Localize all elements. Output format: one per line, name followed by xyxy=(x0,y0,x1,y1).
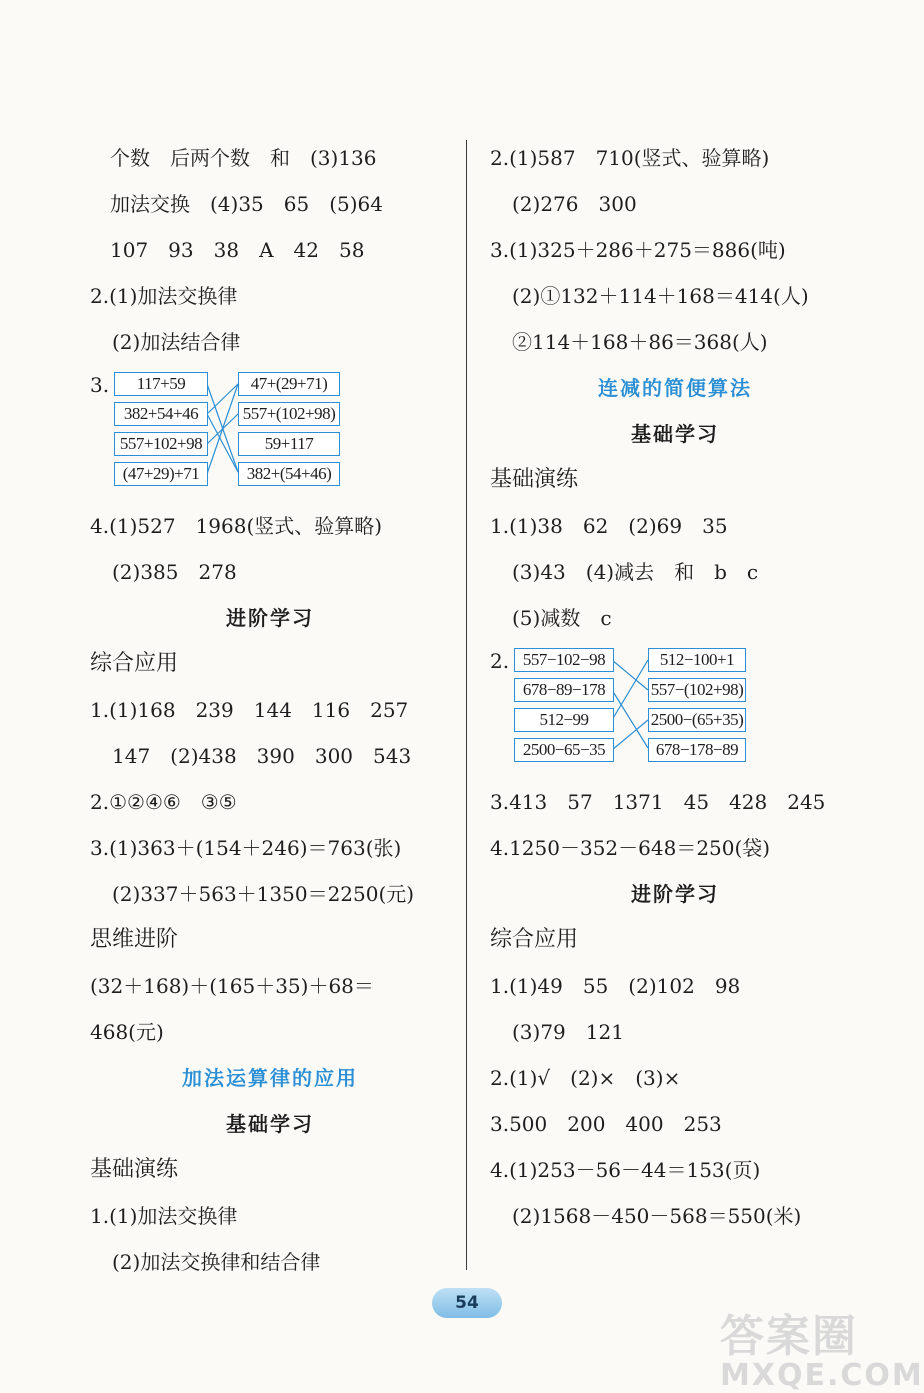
expression-box: 678−89−178 xyxy=(514,678,614,702)
section-heading: 进阶学习 xyxy=(226,606,314,630)
question-number: 2. xyxy=(490,649,510,673)
expression-box: 382+54+46 xyxy=(114,402,208,426)
watermark-url: MXQE.COM xyxy=(720,1358,924,1393)
matching-exercise-3 xyxy=(90,372,450,496)
answer-line: (2)①132＋114＋168＝414(人) xyxy=(512,284,809,308)
answer-line: (2)1568－450－568＝550(米) xyxy=(512,1204,802,1228)
answer-line: 个数 后两个数 和 (3)136 xyxy=(110,146,377,170)
answer-line: (2)加法交换律和结合律 xyxy=(112,1250,321,1274)
expression-box: 2500−65−35 xyxy=(514,738,614,762)
expression-box: 557−102−98 xyxy=(514,648,614,672)
answer-line: 2.①②④⑥ ③⑤ xyxy=(90,790,237,814)
section-heading: 基础学习 xyxy=(226,1112,314,1136)
answer-line: 1.(1)49 55 (2)102 98 xyxy=(490,974,741,998)
topic-title: 连减的简便算法 xyxy=(598,376,752,400)
section-heading: 进阶学习 xyxy=(631,882,719,906)
connector-line xyxy=(612,660,648,720)
subsection-heading: 思维进阶 xyxy=(90,927,179,952)
question-number: 3. xyxy=(90,373,110,397)
answer-line: ②114＋168＋86＝368(人) xyxy=(512,330,768,354)
answer-line: 2.(1)√ (2)× (3)× xyxy=(490,1066,681,1090)
answer-line: 147 (2)438 390 300 543 xyxy=(112,744,412,768)
answer-line: 2.(1)加法交换律 xyxy=(90,284,238,308)
expression-box: (47+29)+71 xyxy=(114,462,208,486)
left-column xyxy=(90,138,450,1288)
answer-line: (3)43 (4)减去 和 b c xyxy=(512,560,759,584)
answer-line: (32＋168)＋(165＋35)＋68＝ xyxy=(90,974,374,998)
expression-box: 382+(54+46) xyxy=(238,462,340,486)
answer-line: 4.(1)253－56－44＝153(页) xyxy=(490,1158,761,1182)
answer-line: 4.1250－352－648＝250(袋) xyxy=(490,836,771,860)
answer-line: 3.413 57 1371 45 428 245 xyxy=(490,790,826,814)
connector-line xyxy=(612,660,648,690)
connector-line xyxy=(612,690,648,748)
answer-line: (3)79 121 xyxy=(512,1020,624,1044)
answer-line: 4.(1)527 1968(竖式、验算略) xyxy=(90,514,383,538)
answer-line: 3.500 200 400 253 xyxy=(490,1112,722,1136)
answer-line: (5)减数 c xyxy=(512,606,612,630)
topic-title: 加法运算律的应用 xyxy=(182,1066,358,1090)
answer-line: (2)337＋563＋1350＝2250(元) xyxy=(112,882,415,906)
watermark-logo xyxy=(720,1300,924,1393)
expression-box: 59+117 xyxy=(238,432,340,456)
expression-box: 512−100+1 xyxy=(648,648,746,672)
connector-line xyxy=(207,414,238,472)
answer-line: 1.(1)38 62 (2)69 35 xyxy=(490,514,728,538)
answer-line: (2)加法结合律 xyxy=(112,330,241,354)
answer-line: 1.(1)加法交换律 xyxy=(90,1204,238,1228)
connector-line xyxy=(612,720,648,750)
expression-box: 557−(102+98) xyxy=(648,678,746,702)
expression-box: 47+(29+71) xyxy=(238,372,340,396)
matching-exercise-2 xyxy=(490,648,860,772)
expression-box: 512−99 xyxy=(514,708,614,732)
right-column xyxy=(490,138,860,1242)
column-divider xyxy=(466,140,467,1270)
answer-line: 加法交换 (4)35 65 (5)64 xyxy=(110,192,384,216)
expression-box: 557+102+98 xyxy=(114,432,208,456)
subsection-heading: 综合应用 xyxy=(90,651,179,676)
answer-line: 1.(1)168 239 144 116 257 xyxy=(90,698,409,722)
answer-line: (2)385 278 xyxy=(112,560,237,584)
answer-line: 2.(1)587 710(竖式、验算略) xyxy=(490,146,770,170)
subsection-heading: 基础演练 xyxy=(90,1157,179,1182)
answer-line: 107 93 38 A 42 58 xyxy=(110,238,365,262)
answer-line: 3.(1)363＋(154＋246)＝763(张) xyxy=(90,836,402,860)
expression-box: 678−178−89 xyxy=(648,738,746,762)
answer-line: 468(元) xyxy=(90,1020,164,1044)
expression-box: 117+59 xyxy=(114,372,208,396)
section-heading: 基础学习 xyxy=(631,422,719,446)
expression-box: 2500−(65+35) xyxy=(648,708,746,732)
answer-line: (2)276 300 xyxy=(512,192,637,216)
watermark-title: 答案圈 xyxy=(720,1311,858,1362)
answer-line: 3.(1)325＋286＋275＝886(吨) xyxy=(490,238,786,262)
subsection-heading: 基础演练 xyxy=(490,467,579,492)
page-number: 54 xyxy=(432,1288,502,1318)
expression-box: 557+(102+98) xyxy=(238,402,340,426)
subsection-heading: 综合应用 xyxy=(490,927,579,952)
